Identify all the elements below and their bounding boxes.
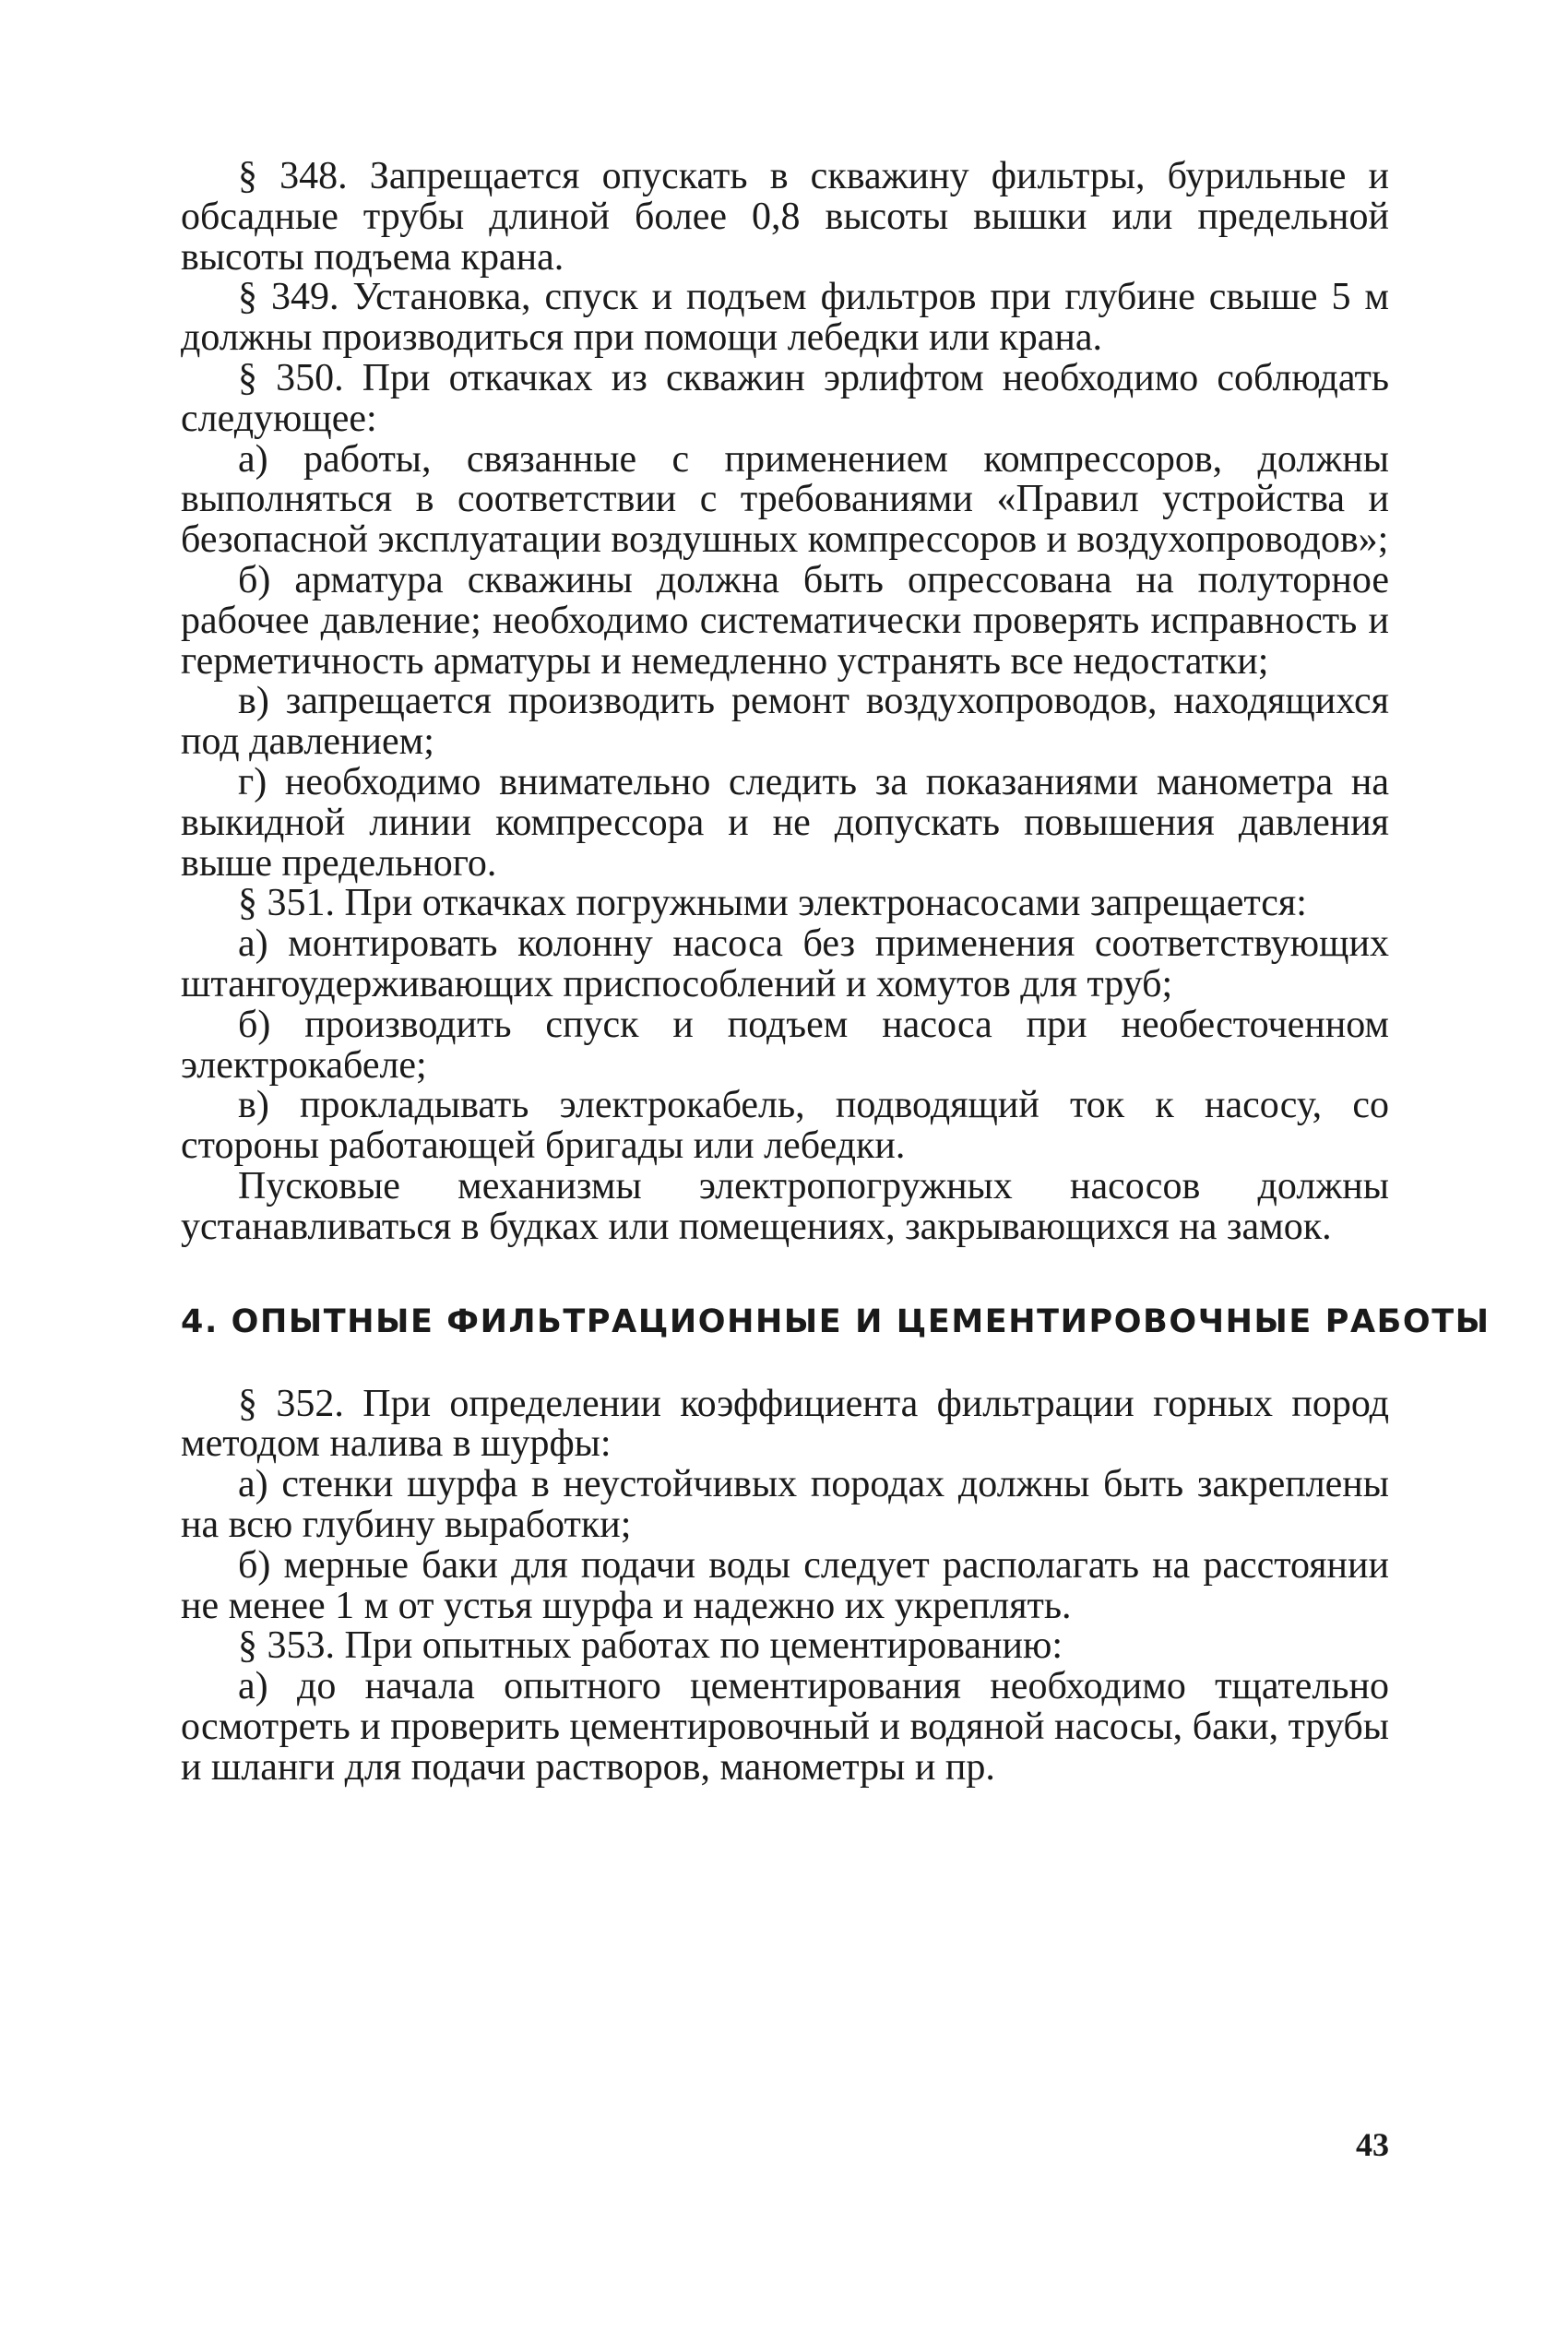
paragraph-350-b: б) арматура скважины должна быть опрессована на полуторное рабочее давление; необходимо систематически проверять исправность и герметичность арматуры и немедленно устранять все недостатки;: [181, 558, 1389, 683]
paragraph-351: § 351. При откачках погружными электронасосами запрещается:: [238, 882, 1307, 925]
paragraph-351-v: в) прокладывать электрокабель, подводящий ток к насосу, со стороны работающей бригады или лебедки.: [181, 1084, 1389, 1168]
paragraph-350-g: г) необходимо внимательно следить за показаниями манометра на выкидной линии компрессора и не допускать повышения давления выше предельного.: [181, 760, 1389, 885]
paragraph-352-b: б) мерные баки для подачи воды следует располагать на расстоянии не менее 1 м от устья шурфа и надежно их укреплять.: [181, 1543, 1389, 1627]
section-heading: 4. ОПЫТНЫЕ ФИЛЬТРАЦИОННЫЕ И ЦЕМЕНТИРОВОЧНЫЕ РАБОТЫ: [181, 1302, 1491, 1340]
paragraph-350-a: а) работы, связанные с применением компрессоров, должны выполняться в соответствии с требованиями «Правил устройства и безопасной эксплуатации воздушных компрессоров и воздухопроводов»;: [181, 437, 1389, 562]
paragraph-352: § 352. При определении коэффициента фильтрации горных пород методом налива в шурфы:: [181, 1382, 1389, 1466]
paragraph-351-a: а) монтировать колонну насоса без применения соответствующих штангоудерживающих приспособлений и хомутов для труб;: [181, 922, 1389, 1005]
paragraph-350-v: в) запрещается производить ремонт воздухопроводов, находящихся под давлением;: [181, 680, 1389, 764]
paragraph-350: § 350. При откачках из скважин эрлифтом необходимо соблюдать следующее:: [181, 356, 1389, 440]
paragraph-353: § 353. При опытных работах по цементированию:: [238, 1624, 1063, 1668]
paragraph-348: § 348. Запрещается опускать в скважину фильтры, бурильные и обсадные трубы длиной более 0,8 высоты вышки или предельной высоты подъема крана.: [181, 155, 1389, 279]
page-number: 43: [1356, 2126, 1389, 2163]
paragraph-351-b: б) производить спуск и подъем насоса при необесточенном электрокабеле;: [181, 1003, 1389, 1087]
page-body: [181, 155, 1491, 1789]
paragraph-352-a: а) стенки шурфа в неустойчивых породах должны быть закреплены на всю глубину выработки;: [181, 1463, 1389, 1546]
paragraph-353-a: а) до начала опытного цементирования необходимо тщательно осмотреть и проверить цементировочный и водяной насосы, баки, трубы и шланги для подачи растворов, манометры и пр.: [181, 1665, 1389, 1789]
paragraph-launch-mechanisms: Пусковые механизмы электропогружных насосов должны устанавливаться в будках или помещениях, закрывающихся на замок.: [181, 1164, 1389, 1248]
paragraph-349: § 349. Установка, спуск и подъем фильтров при глубине свыше 5 м должны производиться при помощи лебедки или крана.: [181, 276, 1389, 360]
